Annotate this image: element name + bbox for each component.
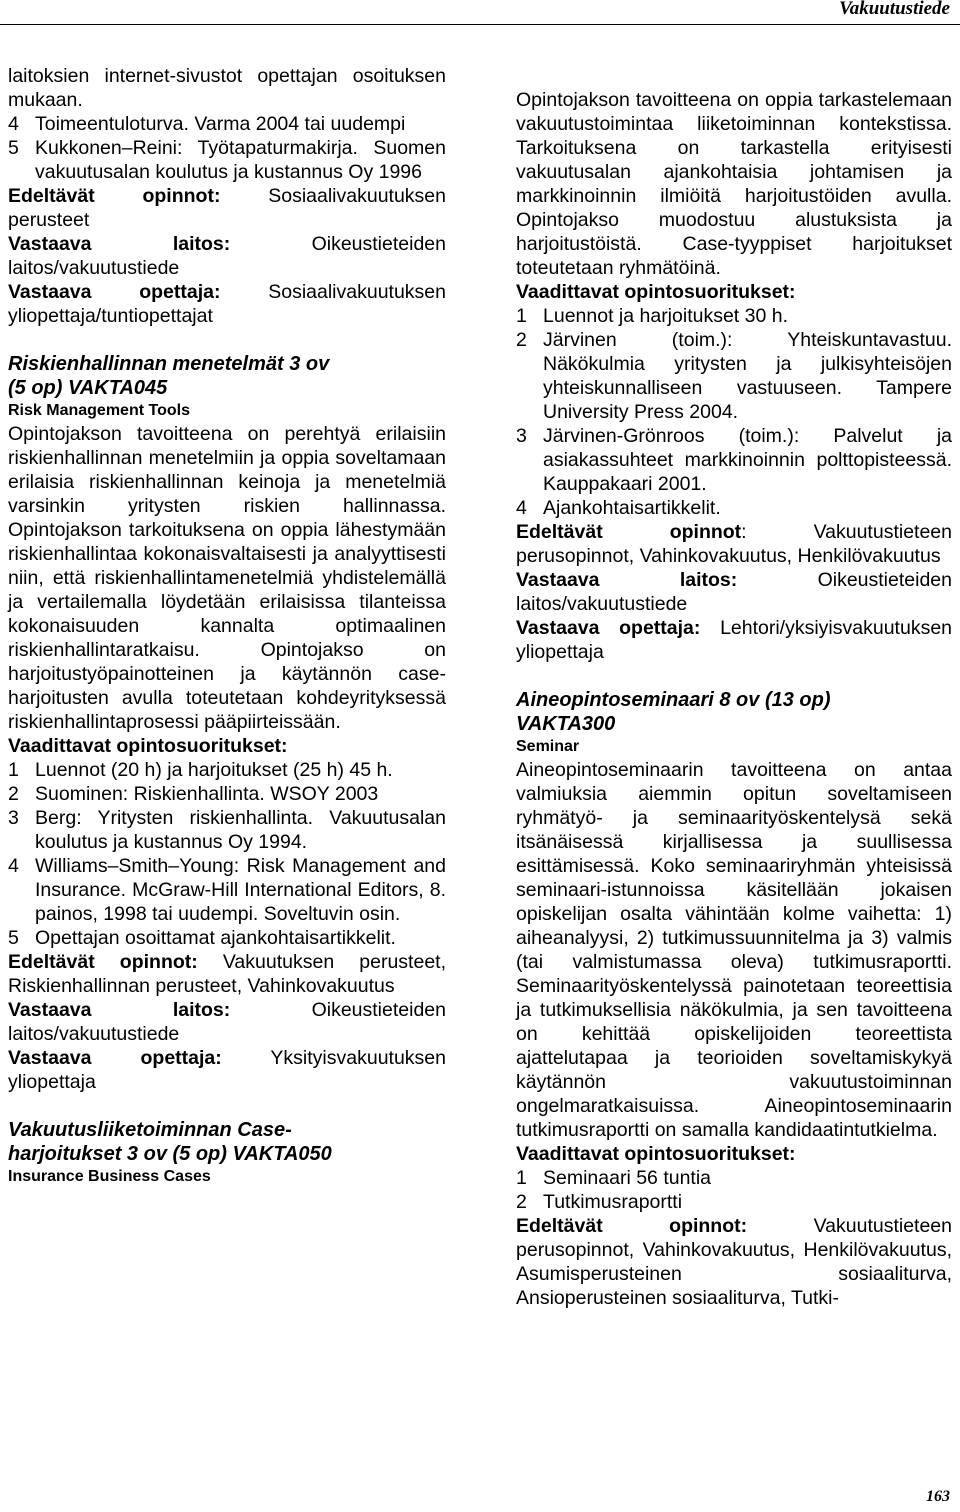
responsible-teacher: Vastaava opettaja: Lehtori/yksiyisvakuutuksen yliopettaja bbox=[516, 617, 953, 663]
course-subtitle: Risk Management Tools bbox=[8, 402, 190, 419]
requirements-heading: Vaadittavat opintosuoritukset: bbox=[516, 1143, 796, 1165]
course-description: Aineopintoseminaarin tavoitteena on antaa valmiuksia aiemmin opitun soveltamiseen ryhmätyö- ja seminaarityöskentelysä sekä itsänäisessä kirjallisessa ja suullisessa esittämisessä. Koko seminaariryhmän yhteisissä seminaari-istunnoissa käsitellään jokaisen opiskelijan osalta vähintään kolme vaihetta: 1) aiheanalyysi, 2) tutkimussuunnitelma ja 3) valmis (tai valmistumassa oleva) tutkimusraportti. Seminaarityöskentelyssä painotetaan teoreettisia ja tutkimuksellisia näkökulmia, ja sen tavoitteena on kehittää opiskelijoiden teoreettista ajattelutapaa ja teorioiden soveltamiskykyä käytännön vakuutustoiminnan ongelmaratkaisuissa. Aineopintoseminaarin tutkimusraportti on samalla kandidaatintutkielma. bbox=[516, 759, 952, 1141]
prerequisites: Edeltävät opinnot: Sosiaalivakuutuksen perusteet bbox=[8, 185, 446, 231]
list-item: 5 Kukkonen–Reini: Työtapaturmakirja. Suomen vakuutusalan koulutus ja kustannus Oy 1996 bbox=[8, 137, 446, 183]
prerequisites: Edeltävät opinnot: Vakuutustieteen perusopinnot, Vahinkovakuutus, Henkilövakuutus, Asumisperusteinen sosiaaliturva, Ansioperusteinen sosiaaliturva, Tutki- bbox=[516, 1215, 952, 1309]
list-item: 1 Luennot ja harjoitukset 30 h. bbox=[516, 305, 789, 327]
list-item: 5 Opettajan osoittamat ajankohtaisartikkelit. bbox=[8, 927, 396, 949]
left-column bbox=[8, 64, 446, 1188]
prerequisites: Edeltävät opinnot: Vakuutuksen perusteet, Riskienhallinnan perusteet, Vahinkovakuutus bbox=[8, 951, 446, 997]
course-title: Vakuutusliiketoiminnan Case- harjoitukset 3 ov (5 op) VAKTA050 bbox=[8, 1119, 332, 1165]
list-item: 4 Williams–Smith–Young: Risk Management and Insurance. McGraw-Hill International Editors, 8. painos, 1998 tai uudempi. Soveltuvin osin. bbox=[8, 855, 446, 925]
header-rule bbox=[0, 24, 960, 25]
course-description: Opintojakson tavoitteena on perehtyä erilaisiin riskienhallinnan menetelmiin ja oppia soveltamaan erilaisia riskienhallinnan keinoja ja menetelmiä varsinkin yritysten riskien hallinnassa. Opintojakson tarkoituksena on oppia lähestymään riskienhallintaa kokonaisvaltaisesti ja analyyttisesti niin, että riskienhallintamenetelmiä yhdistelemällä ja vertailemalla löydetään erilaisissa tilanteissa kokonaisuuden kannalta optimaalinen riskienhallintaratkaisu. Opintojakso on harjoitustyöpainotteinen ja käytännön case-harjoitusten avulla toteutetaan kohdeyrityksessä riskienhallintaprosessi pääpiirteissään. bbox=[8, 423, 446, 733]
requirements-heading: Vaadittavat opintosuoritukset: bbox=[8, 735, 288, 757]
responsible-department: Vastaava laitos: Oikeustieteiden laitos/vakuutustiede bbox=[8, 233, 446, 279]
running-header: Vakuutustiede bbox=[839, 0, 950, 19]
course-title: Aineopintoseminaari 8 ov (13 op) VAKTA300 bbox=[516, 689, 831, 735]
requirements-heading: Vaadittavat opintosuoritukset: bbox=[516, 281, 796, 303]
list-item: 3 Järvinen-Grönroos (toim.): Palvelut ja asiakassuhteet markkinoinnin polttopisteessä. Kauppakaari 2001. bbox=[516, 425, 952, 495]
responsible-teacher: Vastaava opettaja: Sosiaalivakuutuksen yliopettaja/tuntiopettajat bbox=[8, 281, 446, 327]
list-item: 2 Järvinen (toim.): Yhteiskuntavastuu. Näkökulmia yritysten ja julkisyhteisöjen yhteiskunnalliseen vastuuseen. Tampere University Press 2004. bbox=[516, 329, 952, 423]
prerequisites: Edeltävät opinnot: Vakuutustieteen perusopinnot, Vahinkovakuutus, Henkilövakuutus bbox=[516, 521, 952, 567]
responsible-department: Vastaava laitos: Oikeustieteiden laitos/vakuutustiede bbox=[8, 999, 446, 1045]
list-item: 2 Suominen: Riskienhallinta. WSOY 2003 bbox=[8, 783, 379, 805]
course-title: Riskienhallinnan menetelmät 3 ov (5 op) VAKTA045 bbox=[8, 353, 330, 399]
responsible-department: Vastaava laitos: Oikeustieteiden laitos/vakuutustiede bbox=[516, 569, 952, 615]
page-number: 163 bbox=[926, 1488, 950, 1505]
list-item: 3 Berg: Yritysten riskienhallinta. Vakuutusalan koulutus ja kustannus Oy 1994. bbox=[8, 807, 446, 853]
responsible-teacher: Vastaava opettaja: Yksityisvakuutuksen yliopettaja bbox=[8, 1047, 446, 1093]
course-subtitle: Insurance Business Cases bbox=[8, 1168, 211, 1185]
course-description: Opintojakson tavoitteena on oppia tarkastelemaan vakuutustoimintaa liiketoiminnan kontekstissa. Tarkoituksena on tarkastella erityisesti vakuutusalan ajankohtaisia johtamisen ja markkinoinnin ilmiöitä harjoitustöiden avulla. Opintojakso muodostuu alustuksista ja harjoitustöistä. Case-tyyppiset harjoitukset toteutetaan ryhmätöinä. bbox=[516, 89, 952, 279]
list-item: 1 Luennot (20 h) ja harjoitukset (25 h) 45 h. bbox=[8, 759, 393, 781]
list-item: 4 Ajankohtaisartikkelit. bbox=[516, 497, 721, 519]
course-subtitle: Seminar bbox=[516, 738, 580, 755]
list-item: 4 Toimeentuloturva. Varma 2004 tai uudempi bbox=[8, 113, 406, 135]
list-item: 2 Tutkimusraportti bbox=[516, 1191, 683, 1213]
right-column bbox=[516, 88, 952, 1310]
continued-text: laitoksien internet-sivustot opettajan osoituksen mukaan. bbox=[8, 65, 446, 111]
list-item: 1 Seminaari 56 tuntia bbox=[516, 1167, 712, 1189]
